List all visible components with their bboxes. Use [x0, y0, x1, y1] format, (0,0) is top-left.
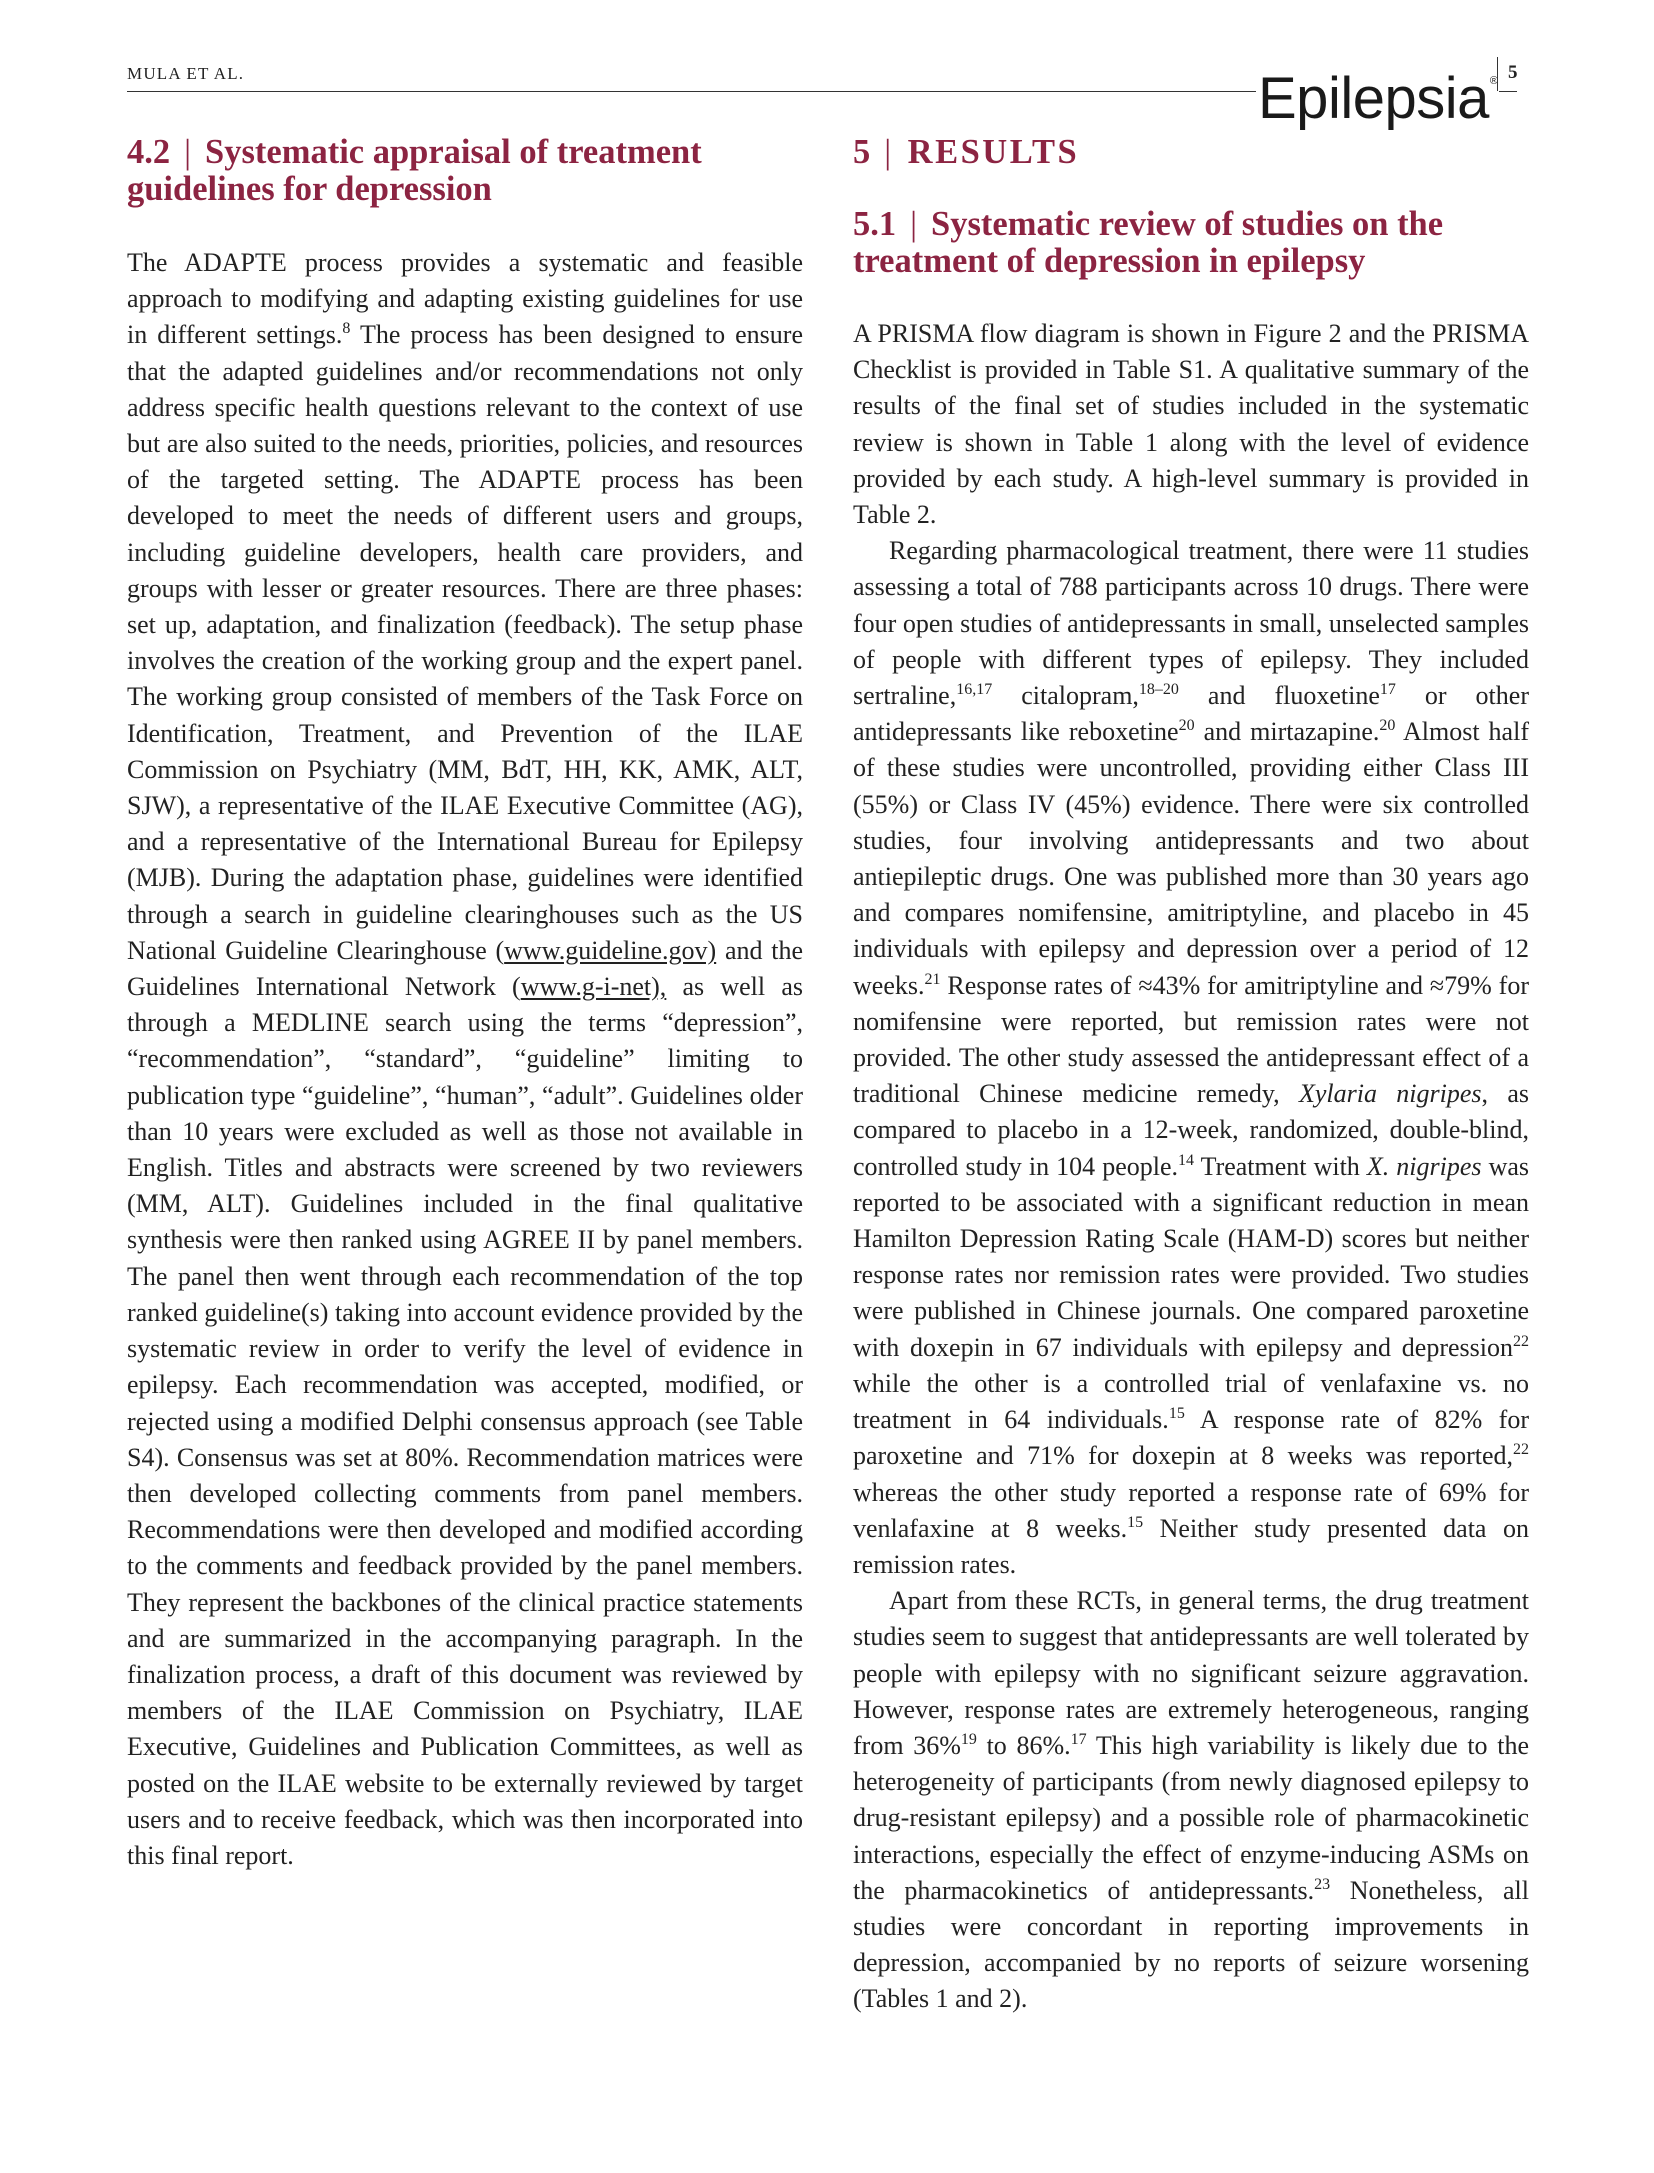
link-guideline-gov[interactable]: www.guideline.gov) [504, 935, 717, 965]
citation: 23 [1314, 1875, 1331, 1893]
heading-separator: | [910, 205, 918, 243]
citation: 20 [1178, 717, 1195, 735]
text-run: Apart from these RCTs, in general terms, the drug treatment studies seem to suggest that antidepressants are well tolerated by people with epilepsy with no significant seizure aggravation. However, response rates are extremely heterogeneous, ranging from 36% [853, 1586, 1529, 1760]
heading-separator: | [184, 133, 192, 171]
citation: 22 [1513, 1441, 1529, 1459]
running-head: MULA ET AL. [127, 64, 245, 83]
text-run: and the Guidelines International Network ( [127, 935, 803, 1002]
section-number: 4.2 [127, 133, 171, 171]
section-heading-4-2 [127, 134, 803, 208]
citation: 15 [1127, 1513, 1144, 1531]
subsection-number: 5.1 [853, 205, 897, 243]
text-run: Response rates of ≈43% for amitriptyline and ≈79% for nomifensine were reported, but remission rates were not provided. The other study assessed the antidepressant effect of a traditional Chinese medicine remedy, [853, 970, 1529, 1109]
text-run: Almost half of these studies were uncontrolled, providing either Class III (55%) or Class IV (45%) evidence. There were six controlled studies, four involving antidepressants and two about antiepileptic drugs. One was published more than 30 years ago and compares nomifensine, amitriptyline, and placebo in 45 individuals with epilepsy and depression over a period of 12 weeks. [853, 717, 1529, 1000]
text-run: citalopram, [992, 681, 1139, 711]
text-run: Nonetheless, all studies were concordant in reporting improvements in depression, accompanied by no reports of seizure worsening (Tables 1 and 2). [853, 1875, 1529, 2014]
paragraph-prisma: A PRISMA flow diagram is shown in Figure 2 and the PRISMA Checklist is provided in Table S1. A qualitative summary of the results of the final set of studies included in the systematic review is shown in Table 1 along with the level of evidence provided by each study. A high-level summary is provided in Table 2. [853, 319, 1529, 530]
header-separator [1497, 57, 1498, 91]
citation: 14 [1178, 1151, 1195, 1169]
citation: 20 [1379, 717, 1396, 735]
text-run: while the other is a controlled trial of venlafaxine vs. no treatment in 64 individuals. [853, 1368, 1529, 1435]
text-run: whereas the other study reported a response rate of 69% for venlafaxine at 8 weeks. [853, 1477, 1529, 1543]
text-run: was reported to be associated with a significant reduction in mean Hamilton Depression Rating Scale (HAM-D) scores but neither response rates nor remission rates were provided. Two studies were published in Chinese journals. One compared paroxetine with doxepin in 67 individuals with epilepsy and depression [853, 1151, 1530, 1362]
text-run: Neither study presented data on remission rates. [853, 1513, 1529, 1579]
text-run: and mirtazapine. [1194, 717, 1380, 747]
text-run: as well as through a MEDLINE search using the terms “depression”, “recommendation”, “standard”, “guideline” limiting to publication type “guideline”, “human”, “adult”. Guidelines older than 10 years were excluded as well as those not available in English. Titles and abstracts were screened by two reviewers (MM, ALT). Guidelines included in the final qualitative synthesis were then ranked using AGREE II by panel members. The panel then went through each recommendation of the top ranked guideline(s) taking into account evidence provided by the systematic review in order to verify the level of evidence in epilepsy. Each recommendation was accepted, modified, or rejected using a modified Delphi consensus approach (see Table S4). Consensus was set at 80%. Recommendation matrices were then developed collecting comments from panel members. Recommendations were then developed and modified according to the comments and feedback provided by the panel members. They represent the backbones of the clinical practice statements and are summarized in the accompanying paragraph. In the finalization process, a draft of this document was reviewed by members of the ILAE Commission on Psychiatry, ILAE Executive, Guidelines and Publication Committees, as well as posted on the ILAE website to be externally reviewed by target users and to receive feedback, which was then incorporated into this final report. [127, 972, 803, 1870]
paragraph-pharmacological [853, 533, 1529, 1583]
page-number: 5 [1508, 62, 1518, 83]
subsection-heading-5-1 [853, 206, 1529, 280]
text-run: Regarding pharmacological treatment, there were 11 studies assessing a total of 788 participants across 10 drugs. There were four open studies of antidepressants in small, unselected samples of people with different types of epilepsy. They included sertraline, [853, 536, 1529, 711]
journal-logo [1256, 52, 1499, 131]
citation: 17 [1070, 1730, 1087, 1748]
heading-separator: | [884, 133, 894, 171]
citation: 22 [1513, 1332, 1529, 1350]
species-name: Xylaria nigripes [1298, 1079, 1482, 1109]
section-title: RESULTS [907, 133, 1080, 171]
paragraph-adapte [127, 245, 803, 1874]
citation: 18–20 [1138, 681, 1179, 699]
link-g-i-net[interactable]: www.g-i-net), [520, 972, 667, 1002]
citation: 15 [1168, 1405, 1185, 1423]
text-run: to 86%. [976, 1730, 1071, 1760]
text-run: The process has been designed to ensure that the adapted guidelines and/or recommendations not only address specific health questions relevant to the context of use but are also suited to the needs, priorities, policies, and resources of the targeted setting. The ADAPTE process has been developed to meet the needs of different users and groups, including guideline developers, health care providers, and groups with lesser or greater resources. There are three phases: set up, adaptation, and finalization (feedback). The setup phase involves the creation of the working group and the expert panel. The working group consisted of members of the Task Force on Identification, Treatment, and Prevention of the ILAE Commission on Psychiatry (MM, BdT, HH, KK, AMK, ALT, SJW), a representative of the ILAE Executive Committee (AG), and a representative of the International Bureau for Epilepsy (MJB). During the adaptation phase, guidelines were identified through a search in guideline clearinghouses such as the US National Guideline Clearinghouse ( [127, 320, 803, 965]
citation: 17 [1379, 681, 1396, 699]
species-name: X. nigripes [1366, 1151, 1482, 1181]
text-run: , as compared to placebo in a 12-week, randomized, double-blind, controlled study in 104 people. [853, 1079, 1529, 1181]
citation: 8 [342, 320, 351, 338]
citation: 16,17 [956, 681, 993, 699]
text-run: The ADAPTE process provides a systematic and feasible approach to modifying and adapting existing guidelines for use in different settings. [127, 248, 803, 350]
section-title: Systematic appraisal of treatment guidelines for depression [127, 133, 702, 208]
left-column [127, 134, 803, 1874]
subsection-title: Systematic review of studies on the treatment of depression in epilepsy [853, 205, 1444, 280]
text-run: A response rate of 82% for paroxetine and 71% for doxepin at 8 weeks was reported, [853, 1405, 1529, 1471]
registered-mark: ® [1489, 75, 1498, 87]
journal-name: Epilepsia [1258, 66, 1489, 131]
paragraph-rcts [853, 1583, 1529, 2017]
text-run: Treatment with [1194, 1151, 1367, 1181]
text-run: or other antidepressants like reboxetine [853, 681, 1529, 747]
text-run: and fluoxetine [1178, 681, 1380, 711]
citation: 19 [960, 1730, 977, 1748]
text-run: This high variability is likely due to the heterogeneity of participants (from newly diagnosed epilepsy to drug-resistant epilepsy) and a possible role of pharmacokinetic interactions, especially the effect of enzyme-inducing ASMs on the pharmacokinetics of antidepressants. [853, 1730, 1529, 1905]
citation: 21 [924, 970, 941, 988]
section-number: 5 [853, 133, 871, 171]
section-heading-results [853, 134, 1529, 171]
right-column [853, 134, 1529, 2018]
